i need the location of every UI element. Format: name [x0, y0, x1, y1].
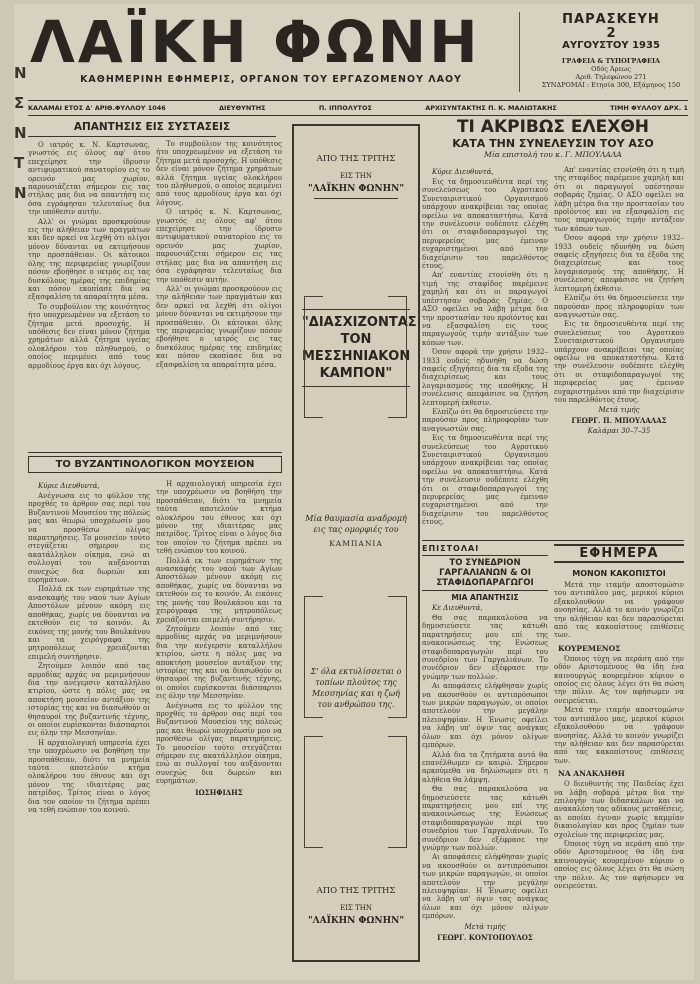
article-responses-cont: [156, 140, 282, 448]
edge-letter: Ν: [14, 184, 27, 202]
article-body: [554, 655, 684, 765]
column-ephemera: [554, 544, 684, 974]
article-body: [554, 581, 684, 640]
issue-day: ΠΑΡΑΣΚΕΥΗ: [562, 12, 660, 27]
paragraph: Ο ιατρός κ. Ν. Καρτσωνας, γνωστός εις όλους αφ' ότου επεχείρησε την ίδρυσιν αντιφυματικού σανατορίου εις το ορεινόν μας χωρίον, παρουσιάζεται σήμερον εις τας στήλας μας δια να απαντήση εις όσα εγράφησαν τελευταίως δια την υπόθεσιν αυτήν.: [156, 208, 282, 284]
salutation: Κύριε Διευθυντά,: [432, 168, 494, 176]
article-body: [28, 141, 150, 370]
advert-headline: "ΔΙΑΣΧΙΖΟΝΤΑΣ ΤΟΝ ΜΕΣΣΗΝΙΑΚΟΝ ΚΑΜΠΟΝ": [302, 309, 410, 387]
info-bar: [28, 100, 688, 116]
article-body: [156, 140, 282, 369]
article-body: [156, 480, 282, 786]
article-title: ΤΟ ΒΥΖΑΝΤΙΝΟΛΟΓΙΚΟΝ ΜΟΥΣΕΙΟΝ: [28, 456, 282, 473]
article-body: [554, 780, 684, 890]
article-museum-cont: [156, 480, 282, 970]
column-title: ΕΦΗΜΕΡΑ: [554, 544, 684, 563]
signature: ΙΩΣΗΦΙΔΗΣ: [195, 787, 243, 797]
paragraph: Η αρχαιολογική υπηρεσία έχει την υποχρέωσιν να βοηθήση την προσπάθειαν, διότι τα μνημεία ταύτα αποτελούν κτήμα ολοκλήρου του έθνους και όχι μόνον της ιδιαιτέρας μας πατρίδος. Τρίτος είναι ο λόγος δια τον οποίον το ζήτημα πρέπει να τεθή ενώπιον του κοινού.: [28, 738, 150, 815]
issue-date-number: 2: [606, 26, 616, 41]
office-line: Οδός Άρεως: [591, 65, 631, 73]
article-title: ΤΙ ΑΚΡΙΒΩΣ ΕΛΕΧΘΗ: [456, 117, 650, 137]
decorative-frame: [304, 296, 323, 418]
issue-month-year: ΑΥΓΟΥΣΤΟΥ 1935: [562, 40, 660, 51]
office-line: ΓΡΑΦΕΙΑ & ΤΥΠΟΓΡΑΦΕΙΑ: [561, 57, 661, 65]
article-letters: [422, 544, 548, 974]
paragraph: Ο ιατρός κ. Ν. Καρτσωνας, γνωστός εις όλους αφ' ότου επεχείρησε την ίδρυσιν αντιφυματικού σανατορίου εις το ορεινόν μας χωρίον, παρουσιάζεται σήμερον εις τας στήλας μας δια να απαντήση εις όσα εγράφησαν τελευταίως δια την υπόθεσιν αυτήν.: [28, 141, 150, 217]
paragraph: Εις τα δημοσιευθέντα περί της συνελεύσεως του Αγροτικού Συνεταιριστικού Οργανισμού υπάρχουν ανακρίβειαι τας οποίας οφείλω να αποκαταστήσω. Κατά την συνέλευσιν ουδέποτε ελέχθη ότι οι σταφιδοπαραγωγοί της περιφερείας μας έμειναν ευχαριστημένοι από την διαχείρισιν του παρελθόντος έτους.: [422, 178, 548, 271]
decorative-frame: [388, 296, 407, 418]
newspaper-title: ΛΑΪΚΗ ΦΩΝΗ: [30, 8, 481, 76]
paragraph: Όποιος τύχη να περάση από την οδόν Αριστομένους θα ίδη ένα καινουργώς κουρεμένον κύριον ο οποίος εις όλους λέγει ότι θα σώση την πόλιν. Ας τον αφήσωμεν να ονειρεύεται.: [554, 654, 684, 705]
article-subtitle: ΚΑΤΑ ΤΗΝ ΣΥΝΕΛΕΥΣΙΝ ΤΟΥ ΑΣΟ: [452, 137, 654, 150]
salutation: Κε Διευθυντά,: [432, 604, 483, 612]
masthead: [30, 8, 510, 76]
office-line: Αριθ. Τηλεφώνου 271: [575, 73, 647, 81]
article-body: [554, 166, 684, 404]
paragraph: Θα σας παρακαλούσα να δημοσιεύσετε τας κάτωθι παρατηρήσεις μου επί της ανακοινώσεως της Ενώσεως σταφιδοπαραγωγών περί του συνεδρίου των Γαργαλιάνων. Το συνέδριον δεν εξέφρασε την γνώμην των πολλών.: [422, 785, 548, 852]
decorative-frame: [304, 596, 323, 718]
article-subhead: ΚΟΥΡΕΜΕΝΟΣ: [558, 643, 621, 653]
paragraph: Ζητούμεν λοιπόν από τας αρμοδίας αρχάς να μεριμνήσουν δια την ανέγερσιν καταλλήλου κτιρίου, ώστε η πόλις μας να αποκτήση μουσείον αντάξιον της ιστορίας της και να διασωθούν οι θησαυροί της βυζαντινής τέχνης, οι οποίοι ευρίσκονται διάσπαρτοι εις όλην την Μεσσηνίαν.: [28, 662, 150, 738]
article-byline: Μία επιστολή του κ. Γ. ΜΠΟΥΛΑΛΑ: [484, 150, 622, 159]
paragraph: Το συμβούλιον της κοινότητος ήτο υποχρεωμένον να εξετάση το ζήτημα μετά προσοχής. Η υπόθεσις δεν είναι μόνον ζήτημα χρημάτων αλλά ζήτημα υγείας ολοκλήρου του πληθυσμού, ο οποίος περιμένει από τους αρμοδίους έργα και όχι λόγους.: [156, 140, 282, 207]
decorative-frame: [388, 596, 407, 718]
decorative-frame: [304, 736, 323, 848]
paragraph: Απ' εναντίας ετονίσθη ότι η τιμή της σταφίδος παρέμεινε χαμηλή και ότι οι παραγωγοί υπέστησαν σοβαράς ζημίας. Ο ΑΣΟ οφείλει να λάβη μέτρα δια την προστασίαν του προϊόντος και να εξασφαλίση εις τους παραγωγούς τιμήν αντάξιον των κόπων των.: [554, 166, 684, 233]
bulalas-head: [422, 118, 684, 158]
office-line: ΣΥΝΔΡΟΜΑΙ : Ετησία 300, Εξάμηνος 150: [541, 81, 681, 89]
office-info: [526, 57, 696, 89]
edge-letter: Τ: [14, 154, 25, 172]
paragraph: Ελπίζω ότι θα δημοσιεύσετε την παρούσαν προς πληροφορίαν των αναγνωστών σας.: [422, 407, 548, 433]
advert-poem: Σ' όλα εκτυλίσσεται ο τοπίων πλούτος της Μεσσηνίας και η ζωή του ανθρώπου της.: [310, 667, 402, 709]
paragraph: Μετά την ιταμήν αποστομώσιν του αντιπάλου μας, μερικοί κύριοι εξακολουθούν να γράφουν ανοησίας. Αλλά το κοινόν γνωρίζει την αλήθειαν και δεν παρασύρεται από τας κακοπίστους επιθέσεις των.: [554, 581, 684, 640]
divider: [28, 452, 282, 453]
signature: ΓΕΩΡΓ. Π. ΜΠΟΥΛΑΛΑΣ: [571, 416, 667, 426]
museum-title-wrap: [28, 456, 282, 476]
advert-paper: "ΛΑΪΚΗΝ ΦΩΝΗΝ": [307, 916, 405, 926]
advert-intro: Μία θαυμασία αναδρομή εις τας ομορφιές του: [305, 514, 407, 534]
article-bulalas-cont: [554, 166, 684, 536]
paragraph: Θα σας παρακαλούσα να δημοσιεύσετε τας κάτωθι παρατηρήσεις μου επί της ανακοινώσεως της Ενώσεως σταφιδοπαραγωγών περί του συνεδρίου των Γαργαλιάνων. Το συνέδριον δεν εξέφρασε την γνώμην των πολλών.: [422, 614, 548, 681]
advert-from: ΑΠΟ ΤΗΣ ΤΡΙΤΗΣ: [316, 154, 396, 164]
signoff: Μετά τιμής: [598, 406, 640, 415]
paragraph: Μετά την ιταμήν αποστομώσιν του αντιπάλου μας, μερικοί κύριοι εξακολουθούν να γράφουν ανοησίας. Αλλά το κοινόν γνωρίζει την αλήθειαν και δεν παρασύρεται από τας κακοπίστους επιθέσεις των.: [554, 706, 684, 765]
advert-in: ΕΙΣ ΤΗΝ: [340, 904, 372, 912]
divider: [422, 540, 684, 541]
newspaper-page: [14, 4, 694, 980]
paragraph: Όποιος τύχη να περάση από την οδόν Αριστομένους θα ίδη ένα καινουργώς κουρεμένον κύριον ο οποίος εις όλους λέγει ότι θα σώση την πόλιν. Ας τον αφήσωμεν να ονειρεύεται.: [554, 839, 684, 890]
edge-letter: Ν: [14, 124, 27, 142]
paragraph: Αλλά δια τα ζητήματα αυτά θα επανέλθωμεν εν καιρώ. Σήμερον αρκούμεθα να δηλώσωμεν ότι η αλήθεια θα λάμψη.: [422, 750, 548, 784]
paragraph: Απ' εναντίας ετονίσθη ότι η τιμή της σταφίδος παρέμεινε χαμηλή και ότι οι παραγωγοί υπέστησαν σοβαράς ζημίας. Ο ΑΣΟ οφείλει να λάβη μέτρα δια την προστασίαν του προϊόντος και να εξασφαλίση εις τους παραγωγούς τιμήν αντάξιον των κόπων των.: [422, 271, 548, 347]
paragraph: Το συμβούλιον της κοινότητος ήτο υποχρεωμένον να εξετάση το ζήτημα μετά προσοχής. Η υπόθεσις δεν είναι μόνον ζήτημα χρημάτων αλλά ζήτημα υγείας ολοκλήρου του πληθυσμού, ο οποίος περιμένει από τους αρμοδίους έργα και όχι λόγους.: [28, 302, 150, 370]
paragraph: Εις τα δημοσιευθέντα περί της συνελεύσεως του Αγροτικού Συνεταιριστικού Οργανισμού υπάρχουν ανακρίβειαι τας οποίας οφείλω να αποκαταστήσω. Κατά την συνέλευσιν ουδέποτε ελέχθη ότι οι σταφιδοπαραγωγοί της περιφερείας μας έμειναν ευχαριστημένοι από την διαχείρισιν του παρελθόντος έτους.: [422, 434, 548, 527]
dateline: Καλάμαι 30–7–35: [587, 427, 651, 436]
paragraph: Όσον αφορά την χρήσιν 1932–1933 ουδείς ηδυνήθη να δώση σαφείς εξηγήσεις δια τα έξοδα της διαχειρίσεως και τους λογαριασμούς της αποθήκης. Η συνέλευσις απεφάσισε να ζητήση λεπτομερή έκθεσιν.: [554, 234, 684, 293]
advert-paper: "ΛΑΪΚΗΝ ΦΩΝΗΝ": [307, 184, 405, 194]
article-subhead: ΝΑ ΑΝΑΚΛΗΘΗ: [558, 769, 625, 779]
signature: ΓΕΩΡΓ. ΚΟΝΤΟΠΟΥΛΟΣ: [437, 932, 533, 942]
paragraph: Αλλ' οι γνώμαι προσκρούουν εις την αλήθειαν των πραγμάτων και δεν αρκεί να λεχθή ότι ολίγοι μόνον δύνανται να εκτιμήσουν την προσπάθειαν. Οι κάτοικοι όλης της περιφερείας γνωρίζουν πόσον εβοήθησε ο ιατρός εις τας δυσκόλους ημέρας της επιδημίας και πόσον εκοπίασε δια να εξασφαλίση τα απαραίτητα μέσα.: [156, 284, 282, 369]
edge-letters: [14, 64, 26, 214]
advert-box: [292, 124, 420, 962]
article-responses: [28, 118, 231, 448]
advert-from: ΑΠΟ ΤΗΣ ΤΡΙΤΗΣ: [316, 886, 396, 896]
article-body: [422, 178, 548, 527]
article-museum: [28, 480, 150, 980]
edge-letter: Σ: [14, 94, 25, 112]
editor-in-chief: ΑΡΧΙΣΥΝΤΑΚΤΗΣ Π. Κ. ΜΑΛΙΩΤΑΚΗΣ: [425, 104, 557, 112]
paragraph: Πολλά εκ των ευρημάτων της ανασκαφής του ναού των Αγίων Αποστόλων μένουν ακόμη εις αποθήκας, χωρίς να δύνανται να εκτεθούν εις το κοινόν. Αι εικόνες της μονής του Βουλκάνου και τα χειρόγραφα της μητροπόλεως χρειάζονται επιμελή συντήρησιν.: [156, 556, 282, 624]
paragraph: Ελπίζω ότι θα δημοσιεύσετε την παρούσαν προς πληροφορίαν των αναγνωστών σας.: [554, 294, 684, 319]
paragraph: Αι αποφάσεις ελήφθησαν χωρίς να ακουσθούν οι αντιπρόσωποι των μικρών παραγωγών, οι οποίοι αποτελούν την μεγάλην πλειοψηφίαν. Η Ένωσις οφείλει να λάβη υπ' όψιν τας ανάγκας όλων και όχι μόνον ολίγων εμπόρων.: [422, 853, 548, 921]
article-title: ΑΠΑΝΤΗΣΙΣ ΕΙΣ ΣΥΣΤΑΣΕΙΣ: [28, 118, 276, 137]
paragraph: Η αρχαιολογική υπηρεσία έχει την υποχρέωσιν να βοηθήση την προσπάθειαν, διότι τα μνημεία ταύτα αποτελούν κτήμα ολοκλήρου του έθνους και όχι μόνον της ιδιαιτέρας μας πατρίδος. Τρίτος είναι ο λόγος δια τον οποίον το ζήτημα πρέπει να τεθή ενώπιον του κοινού.: [156, 480, 282, 556]
article-body: [28, 492, 150, 814]
paragraph: Ο διευθυντής της Παιδείας έχει να λάβη σοβαρά μέτρα δια την επιλογήν των διδασκάλων και να ανακαλέση τας αδίκους μεταθέσεις, αι οποίαι έγιναν χωρίς καμμίαν δικαιολογίαν και προς ζημίαν των σχολείων της περιφερείας μας.: [554, 780, 684, 839]
article-body: [422, 614, 548, 921]
newspaper-subtitle: ΚΑΘΗΜΕΡΙΝΗ ΕΦΗΜΕΡΙΣ, ΟΡΓΑΝΟΝ ΤΟΥ ΕΡΓΑΖΟΜΕΝΟΥ ΛΑΟΥ: [80, 74, 462, 85]
paragraph: Ζητούμεν λοιπόν από τας αρμοδίας αρχάς να μεριμνήσουν δια την ανέγερσιν καταλλήλου κτιρίου, ώστε η πόλις μας να αποκτήση μουσείον αντάξιον της ιστορίας της και να διασωθούν οι θησαυροί της βυζαντινής τέχνης, οι οποίοι ευρίσκονται διάσπαρτοι εις όλην την Μεσσηνίαν.: [156, 624, 282, 701]
decorative-frame: [388, 736, 407, 848]
signoff: Μετά τιμής: [464, 922, 506, 931]
paragraph: Όσον αφορά την χρήσιν 1932–1933 ουδείς ηδυνήθη να δώση σαφείς εξηγήσεις δια τα έξοδα της διαχειρίσεως και τους λογαριασμούς της αποθήκης. Η συνέλευσις απεφάσισε να ζητήση λεπτομερή έκθεσιν.: [422, 348, 548, 407]
director-label: ΔΙΕΥΘΥΝΤΗΣ: [219, 104, 266, 112]
paragraph: Ανέγνωσα εις το φύλλον της προχθές το άρθρον σας περί του Βυζαντινού Μουσείου της πόλεώς μας και θεωρώ υποχρέωσίν μου να προσθέσω ολίγας παρατηρήσεις. Το μουσείον τούτο στεγάζεται σήμερον εις ακατάλληλον οίκημα, ενώ αι συλλογαί του αυξάνονται συνεχώς δια δωρεών και ευρημάτων.: [156, 701, 282, 786]
edge-letter: Ν: [14, 64, 27, 82]
director-name: Π. ΙΠΠΟΛΥΤΟΣ: [318, 104, 372, 112]
advert-campaign: ΚΑΜΠΑΝΙΑ: [329, 539, 383, 548]
article-bulalas: [422, 166, 548, 536]
date-box: [519, 12, 696, 92]
issue-number: ΚΑΛΑΜΑΙ ΕΤΟΣ Δ' ΑΡΙΘ.ΦΥΛΛΟΥ 1046: [28, 104, 166, 112]
paragraph: Πολλά εκ των ευρημάτων της ανασκαφής του ναού των Αγίων Αποστόλων μένουν ακόμη εις αποθήκας, χωρίς να δύνανται να εκτεθούν εις το κοινόν. Αι εικόνες της μονής του Βουλκάνου και τα χειρόγραφα της μητροπόλεως χρειάζονται επιμελή συντήρησιν.: [28, 585, 150, 661]
section-kicker: ΕΠΙΣΤΟΛΑΙ: [422, 544, 480, 553]
salutation: Κύριε Διευθυντά,: [38, 482, 100, 490]
advert-in: ΕΙΣ ΤΗΝ: [340, 172, 372, 180]
article-title: ΤΟ ΣΥΝΕΔΡΙΟΝ ΓΑΡΓΑΛΙΑΝΩΝ & ΟΙ ΣΤΑΦΙΔΟΠΑΡΑΓΩΓΟΙ: [422, 555, 548, 591]
price: ΤΙΜΗ ΦΥΛΛΟΥ ΔΡΧ. 1: [610, 104, 688, 112]
paragraph: Αι αποφάσεις ελήφθησαν χωρίς να ακουσθούν οι αντιπρόσωποι των μικρών παραγωγών, οι οποίοι αποτελούν την μεγάλην πλειοψηφίαν. Η Ένωσις οφείλει να λάβη υπ' όψιν τας ανάγκας όλων και όχι μόνον ολίγων εμπόρων.: [422, 682, 548, 750]
article-subtitle: ΜΙΑ ΑΠΑΝΤΗΣΙΣ: [451, 593, 519, 602]
article-subtitle: ΜΟΝΟΝ ΚΑΚΟΠΙΣΤΟΙ: [572, 569, 666, 578]
divider: [314, 198, 398, 199]
paragraph: Ανέγνωσα εις το φύλλον της προχθές το άρθρον σας περί του Βυζαντινού Μουσείου της πόλεώς μας και θεωρώ υποχρέωσίν μου να προσθέσω ολίγας παρατηρήσεις. Το μουσείον τούτο στεγάζεται σήμερον εις ακατάλληλον οίκημα, ενώ αι συλλογαί του αυξάνονται συνεχώς δια δωρεών και ευρημάτων.: [28, 492, 150, 585]
paragraph: Αλλ' οι γνώμαι προσκρούουν εις την αλήθειαν των πραγμάτων και δεν αρκεί να λεχθή ότι ολίγοι μόνον δύνανται να εκτιμήσουν την προσπάθειαν. Οι κάτοικοι όλης της περιφερείας γνωρίζουν πόσον εβοήθησε ο ιατρός εις τας δυσκόλους ημέρας της επιδημίας και πόσον εκοπίασε δια να εξασφαλίση τα απαραίτητα μέσα.: [28, 217, 150, 302]
paragraph: Εις τα δημοσιευθέντα περί της συνελεύσεως του Αγροτικού Συνεταιριστικού Οργανισμού υπάρχουν ανακρίβειαι τας οποίας οφείλω να αποκαταστήσω. Κατά την συνέλευσιν ουδέποτε ελέχθη ότι οι σταφιδοπαραγωγοί της περιφερείας μας έμειναν ευχαριστημένοι από την διαχείρισιν του παρελθόντος έτους.: [554, 320, 684, 404]
